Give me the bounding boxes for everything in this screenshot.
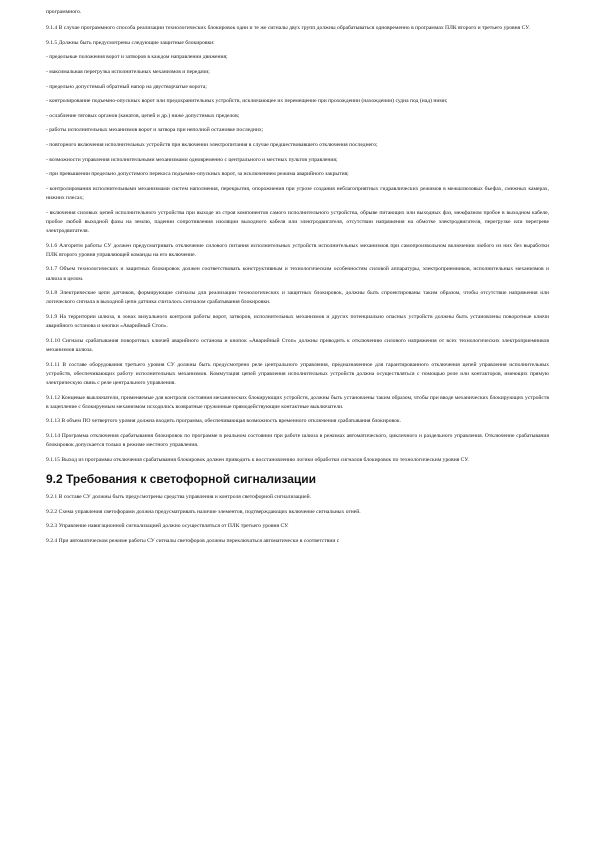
paragraph: 9.1.6 Алгоритм работы СУ должен предусматривать отключение силового питания исполнительных устройств исполнительных механизмов при самопроизвольном включении любого из них без выработки ПЛК второго уровня управляющей команды на его включение. <box>46 242 549 258</box>
paragraph: - предельно допустимый обратный напор на двустворчатые ворота; <box>46 83 207 90</box>
paragraph: - контролирование подъемно-опускных ворот или предохранительных устройств, исключающее их перемещение при прохождении (нахождении) судна под (над) ними; <box>46 98 448 105</box>
paragraph: 9.1.13 В объем ПО четвертого уровня должна входить программа, обеспечивающая возможность временного отключения срабатывания блокировок. <box>46 418 402 425</box>
section-9-2-body <box>46 493 549 546</box>
paragraph: - при превышении предельно допустимого перекоса подъемно-опускных ворот, за исключением режима аварийного закрытия; <box>46 171 349 178</box>
paragraph: 9.1.4 В случае программного способа реализации технологических блокировок одни и те же сигналы двух групп должны обрабатываться одновременно в программах ПЛК второго и третьего уровня СУ. <box>46 25 530 32</box>
paragraph: - включения силовых цепей исполнительного устройства при выходе из строя компонентов самого исполнительного устройства, обрыве питающих или выходных фаз, межфазном пробое в выходном кабеле, пробое любой выходной фазы на землю, падении сопротивления изоляции выходного кабеля или электродвигателя, отсутствии напряжения на обмотке электродвигателя, перегрузке или перегреве электродвигателя. <box>46 209 549 234</box>
paragraph: - повторного включения исполнительных устройств при включении электропитания в случае предшествовавшего отключения последнего; <box>46 141 378 148</box>
paragraph: 9.1.12 Концевые выключатели, применяемые для контроля состояния механических блокирующих устройств, должны быть установлены таким образом, чтобы при вводе механических блокирующих устройств в зацепление с блокируемым механизмом исходились возвратные пружинные прямодействующие контактные выключатели. <box>46 394 549 410</box>
section-9-1-body <box>46 24 549 465</box>
section-heading-9-2: 9.2 Требования к светофорной сигнализации <box>46 471 316 486</box>
paragraph: 9.2.2 Схема управления светофорами должна предусматривать наличие элементов, подтверждающих включение сигнальных огней. <box>46 508 361 515</box>
paragraph: 9.1.9 На территории шлюза, в зонах визуального контроля работы ворот, затворов, исполнительных механизмов и других потенциально опасных устройств должны быть установлены поворотные ключи аварийного останова и кнопки «Аварийный Стоп». <box>46 313 549 330</box>
paragraph: 9.2.3 Управление навигационной сигнализацией должно осуществляться от ПЛК третьего уровня СУ. <box>46 523 289 530</box>
paragraph: - возможности управления исполнительными механизмами одновременно с центрального и местных пультов управления; <box>46 156 338 163</box>
paragraph: 9.1.7 Объем технологических и защитных блокировок должен соответствовать конструктивным и технологическим особенностям силовой аппаратуры, электроприемников, исполнительных механизмов и шлюза в целом. <box>46 266 549 282</box>
intro-fragment: программного. <box>46 9 82 15</box>
paragraph: 9.1.11 В составе оборудования третьего уровня СУ должны быть предусмотрено реле центрального управления, предназначенное для гарантированного отключения цепей управления исполнительных устройств, обеспечивающих работу исполнительных механизмов. Коммутация цепей управления исполнительных устройств должна осуществляться с помощью реле или контакторов, имеющих прямую электрическую связь с реле центрального управления. <box>46 361 549 386</box>
paragraph: 9.1.5 Должны быть предусмотрены следующие защитные блокировки: <box>46 39 215 46</box>
paragraph: 9.1.10 Сигналы срабатывания поворотных ключей аварийного останова и кнопок «Аварийный Стоп» должны приводить к отключению силового напряжения от всех технологических электроприемников механизмов шлюза. <box>46 337 549 353</box>
paragraph: - максимальная перегрузка исполнительных механизмов и передачи; <box>46 68 210 75</box>
paragraph: 9.1.14 Программа отключения срабатывания блокировок по программе в реальном состоянии при работе шлюза в режимах автоматического, цикличного и раздельного управления. Отключение срабатывания блокировок допускается только в режиме местного управления. <box>46 432 549 449</box>
paragraph: 9.2.4 При автоматическом режиме работы СУ сигналы светофоров должны переключаться автоматически в соответствии с <box>46 537 340 544</box>
paragraph: 9.2.1 В составе СУ должны быть предусмотрены средства управления и контроля светофорной сигнализацией. <box>46 493 311 500</box>
paragraph: - предельные положения ворот и затворов в каждом направлении движения; <box>46 54 228 61</box>
paragraph: 9.1.8 Электрические цепи датчиков, формирующие сигналы для реализации технологических и защитных блокировок, должны быть спроектированы таким образом, чтобы отсутствие напряжения или логического сигнала в выходной цепи датчика считалось сигналом срабатывания блокировки. <box>46 290 549 306</box>
paragraph: - работы исполнительных механизмов ворот и затвора при неполной остановке последних; <box>46 127 264 134</box>
paragraph: - контролирования исполнительными механизмами систем наполнения, перекрытия, опорожнения при угрозе создания неблагоприятных гидравлических режимов в межшлюзовых бьефах, смежных камерах, нижних плесах; <box>46 185 549 201</box>
paragraph: - ослабление тяговых органов (канатов, цепей и др.) ниже допустимых пределов; <box>46 112 240 119</box>
paragraph: 9.1.15 Выход из программы отключения срабатывания блокировок должен приводить к восстановлению логики обработки сигналов блокировок по технологическим уровня СУ. <box>46 456 469 463</box>
